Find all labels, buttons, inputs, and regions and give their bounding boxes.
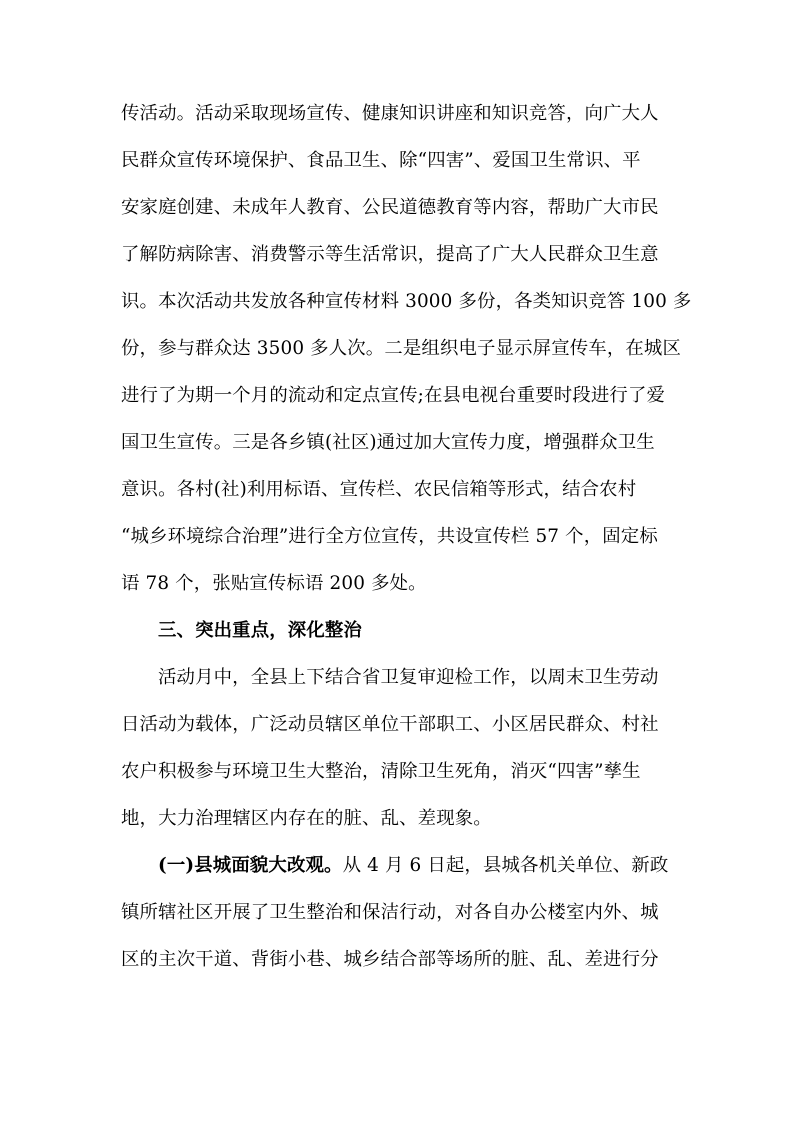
body-text-line: 了解防病除害、消费警示等生活常识，提高了广大人民群众卫生意 bbox=[121, 244, 659, 265]
body-text-line: 农户积极参与环境卫生大整治，清除卫生死角，消灭“四害”孳生 bbox=[121, 761, 641, 782]
subheading-line bbox=[158, 851, 668, 881]
body-text-line: 区的主次干道、背街小巷、城乡结合部等场所的脏、乱、差进行分 bbox=[121, 949, 659, 970]
body-text-line: 国卫生宣传。三是各乡镇(社区)通过加大宣传力度，增强群众卫生 bbox=[121, 432, 655, 453]
body-text-line: 安家庭创建、未成年人教育、公民道德教育等内容，帮助广大市民 bbox=[121, 197, 659, 218]
body-text-line: 活动月中，全县上下结合省卫复审迎检工作，以周末卫生劳动 bbox=[158, 667, 659, 688]
body-text-line: 日活动为载体，广泛动员辖区单位干部职工、小区居民群众、村社 bbox=[121, 714, 659, 735]
subheading-rest: 从 4 月 6 日起，县城各机关单位、新政 bbox=[342, 855, 669, 876]
body-text-line: 份，参与群众达 3500 多人次。二是组织电子显示屏宣传车，在城区 bbox=[121, 338, 681, 359]
body-text-line: 语 78 个，张贴宣传标语 200 多处。 bbox=[121, 573, 427, 594]
body-text-line: “城乡环境综合治理”进行全方位宣传，共设宣传栏 57 个，固定标 bbox=[121, 526, 658, 547]
body-text-line: 进行了为期一个月的流动和定点宣传;在县电视台重要时段进行了爱 bbox=[121, 385, 666, 406]
body-text-line: 意识。各村(社)利用标语、宣传栏、农民信箱等形式，结合农村 bbox=[121, 479, 637, 500]
body-text-line: 识。本次活动共发放各种宣传材料 3000 多份，各类知识竞答 100 多 bbox=[121, 291, 692, 312]
body-text-line: 镇所辖社区开展了卫生整治和保洁行动，对各自办公楼室内外、城 bbox=[121, 902, 659, 923]
body-text-line: 民群众宣传环境保护、食品卫生、除“四害”、爱国卫生常识、平 bbox=[121, 150, 641, 171]
body-text-line: 地，大力治理辖区内存在的脏、乱、差现象。 bbox=[121, 808, 492, 829]
subheading: (一)县城面貌大改观。 bbox=[158, 855, 343, 876]
body-text-line: 传活动。活动采取现场宣传、健康知识讲座和知识竞答，向广大人 bbox=[121, 103, 659, 124]
section-heading: 三、突出重点，深化整治 bbox=[158, 620, 362, 641]
